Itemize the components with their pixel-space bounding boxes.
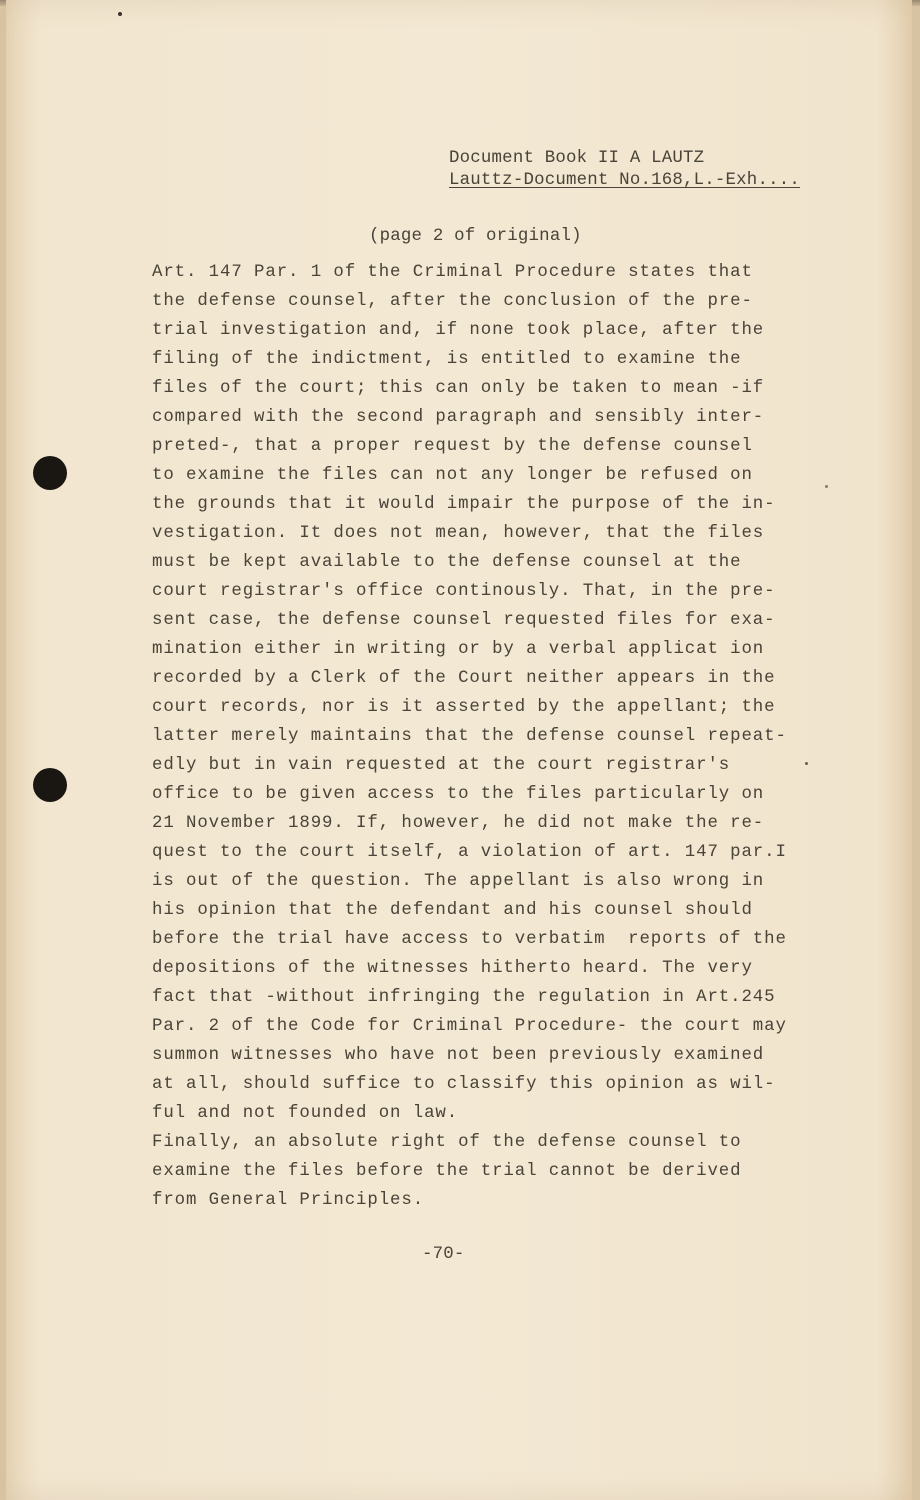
body-line: 21 November 1899. If, however, he did not make the re-	[152, 814, 765, 833]
body-line: vestigation. It does not mean, however, that the files	[152, 524, 765, 543]
document-exhibit-reference: Lauttz-Document No.168,L.-Exh....	[449, 171, 800, 190]
document-book-reference: Document Book II A LAUTZ	[449, 149, 705, 168]
ink-speck	[805, 762, 808, 765]
body-line: Art. 147 Par. 1 of the Criminal Procedure states that	[152, 263, 753, 282]
body-line: his opinion that the defendant and his counsel should	[152, 901, 753, 920]
body-line: at all, should suffice to classify this opinion as wil-	[152, 1075, 776, 1094]
body-line: sent case, the defense counsel requested files for exa-	[152, 611, 776, 630]
body-line: must be kept available to the defense counsel at the	[152, 553, 742, 572]
ink-speck	[825, 485, 828, 488]
body-line: files of the court; this can only be taken to mean -if	[152, 379, 765, 398]
body-line: is out of the question. The appellant is also wrong in	[152, 872, 765, 891]
body-line: to examine the files can not any longer be refused on	[152, 466, 753, 485]
body-line: latter merely maintains that the defense counsel repeat-	[152, 727, 787, 746]
body-line: court registrar's office continously. That, in the pre-	[152, 582, 776, 601]
body-line: fact that -without infringing the regulation in Art.245	[152, 988, 776, 1007]
body-line: mination either in writing or by a verbal applicat ion	[152, 640, 765, 659]
document-page	[6, 0, 912, 1500]
body-line: the defense counsel, after the conclusion of the pre-	[152, 292, 753, 311]
body-line: Par. 2 of the Code for Criminal Procedure- the court may	[152, 1017, 787, 1036]
body-line: Finally, an absolute right of the defense counsel to	[152, 1133, 742, 1152]
body-line: ful and not founded on law.	[152, 1104, 459, 1123]
punch-hole-lower	[33, 768, 67, 802]
body-line: from General Principles.	[152, 1191, 425, 1210]
page-number: -70-	[422, 1245, 465, 1264]
body-line: depositions of the witnesses hitherto heard. The very	[152, 959, 753, 978]
body-line: the grounds that it would impair the purpose of the in-	[152, 495, 776, 514]
body-line: examine the files before the trial cannot be derived	[152, 1162, 742, 1181]
body-line: office to be given access to the files particularly on	[152, 785, 765, 804]
body-line: before the trial have access to verbatim reports of the	[152, 930, 787, 949]
body-line: summon witnesses who have not been previously examined	[152, 1046, 765, 1065]
body-line: edly but in vain requested at the court registrar's	[152, 756, 731, 775]
body-line: preted-, that a proper request by the defense counsel	[152, 437, 753, 456]
body-line: trial investigation and, if none took place, after the	[152, 321, 765, 340]
punch-hole-upper	[33, 456, 67, 490]
body-line: filing of the indictment, is entitled to examine the	[152, 350, 742, 369]
body-line: court records, nor is it asserted by the appellant; the	[152, 698, 776, 717]
body-line: recorded by a Clerk of the Court neither appears in the	[152, 669, 776, 688]
body-line: quest to the court itself, a violation of art. 147 par.I	[152, 843, 787, 862]
ink-speck	[118, 12, 122, 16]
page-subtitle: (page 2 of original)	[369, 227, 582, 246]
body-line: compared with the second paragraph and sensibly inter-	[152, 408, 765, 427]
